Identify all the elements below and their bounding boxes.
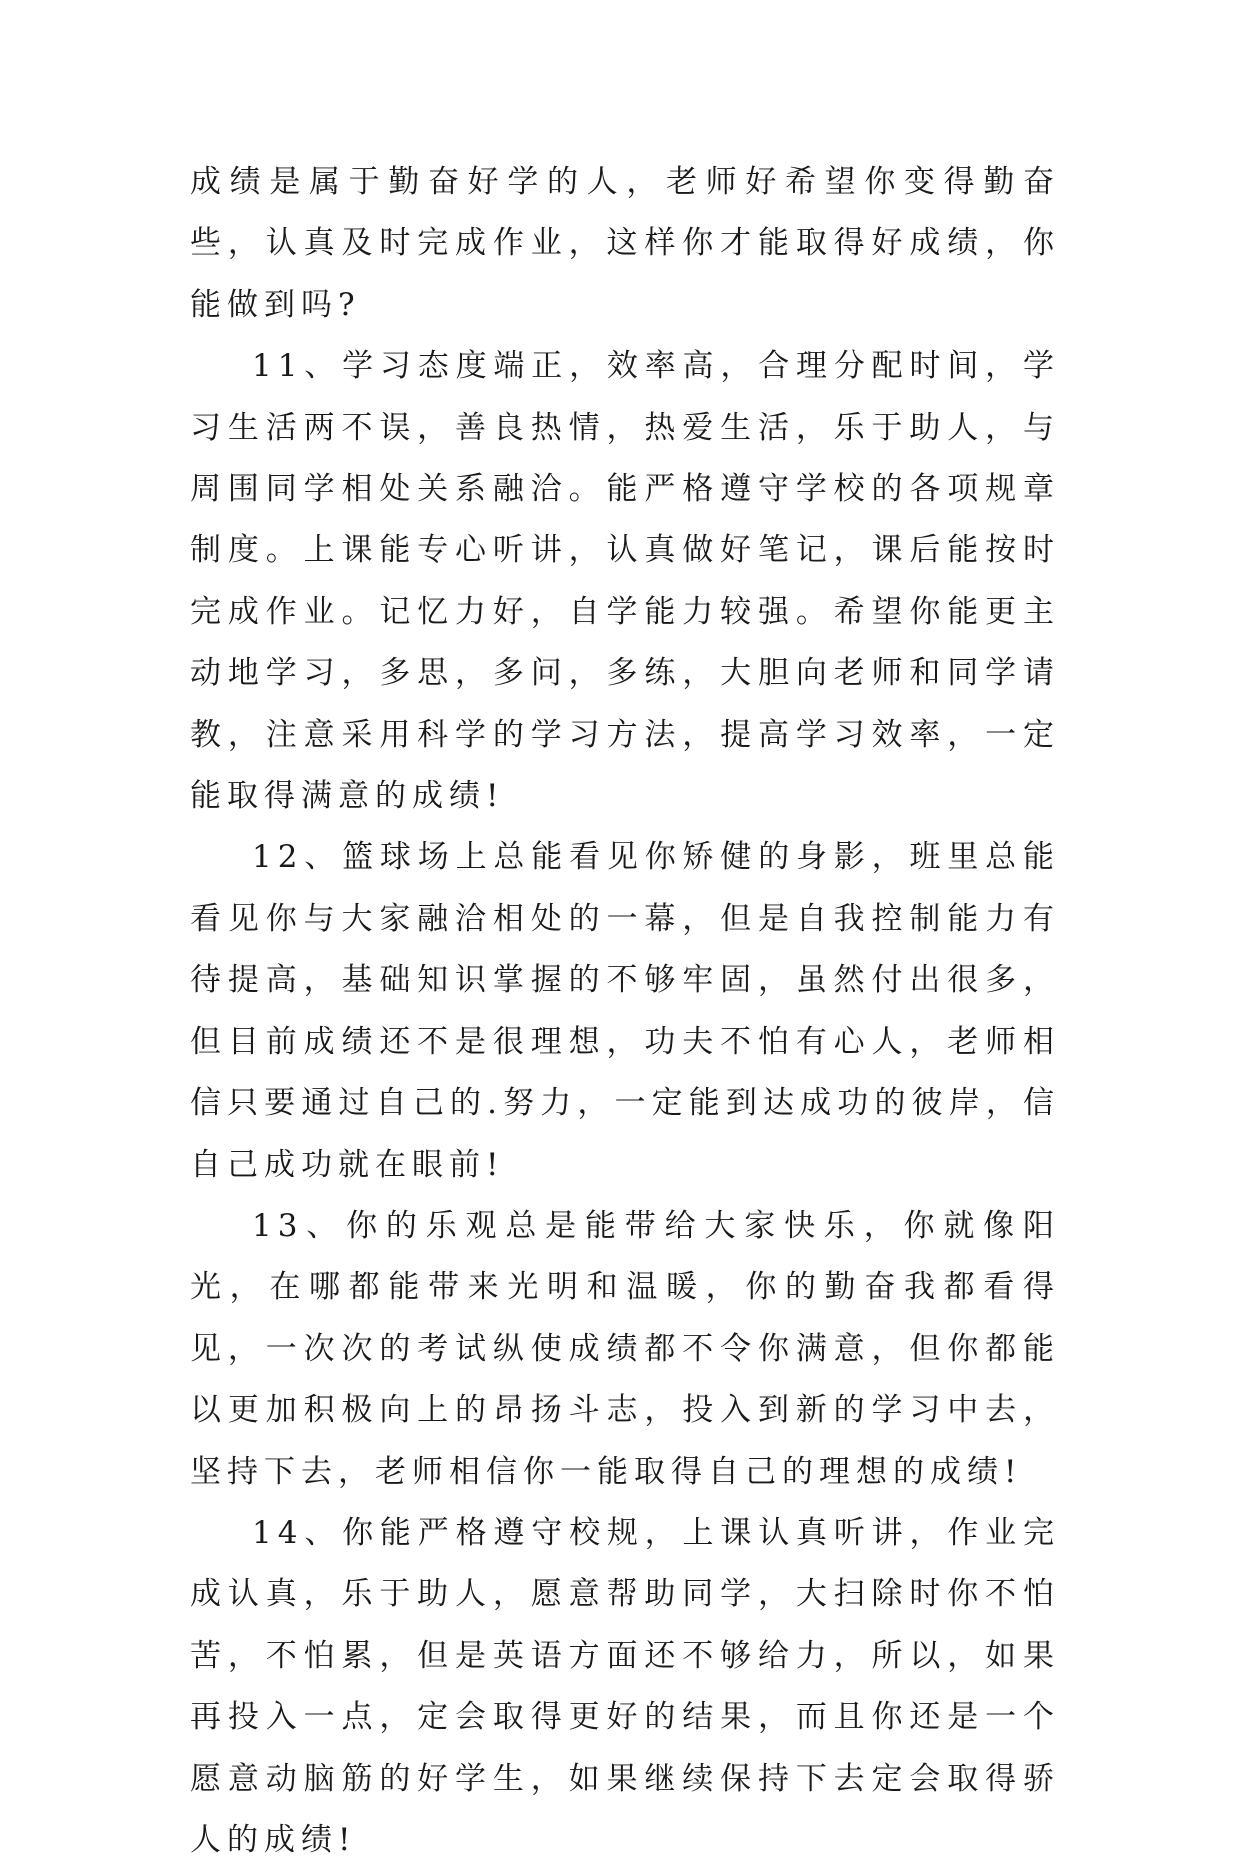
- paragraph-continued: 成绩是属于勤奋好学的人，老师好希望你变得勤奋些，认真及时完成作业，这样你才能取得好成绩，你能做到吗?: [190, 164, 1060, 323]
- paragraph-comment-13: 13、你的乐观总是能带给大家快乐，你就像阳光，在哪都能带来光明和温暖，你的勤奋我都看得见，一次次的考试纵使成绩都不令你满意，但你都能以更加积极向上的昂扬斗志，投入到新的学习中去，坚持下去，老师相信你一能取得自己的理想的成绩!: [190, 1207, 1060, 1490]
- document-body: [190, 152, 1060, 1871]
- paragraph-comment-11: 11、学习态度端正，效率高，合理分配时间，学习生活两不误，善良热情，热爱生活，乐于助人，与周围同学相处关系融洽。能严格遵守学校的各项规章制度。上课能专心听讲，认真做好笔记，课后能按时完成作业。记忆力好，自学能力较强。希望你能更主动地学习，多思，多问，多练，大胆向老师和同学请教，注意采用科学的学习方法，提高学习效率，一定能取得满意的成绩!: [190, 348, 1060, 815]
- paragraph-comment-14: 14、你能严格遵守校规，上课认真听讲，作业完成认真，乐于助人，愿意帮助同学，大扫除时你不怕苦，不怕累，但是英语方面还不够给力，所以，如果再投入一点，定会取得更好的结果，而且你还是一个愿意动脑筋的好学生，如果继续保持下去定会取得骄人的成绩!: [190, 1514, 1060, 1858]
- paragraph-comment-12: 12、篮球场上总能看见你矫健的身影，班里总能看见你与大家融洽相处的一幕，但是自我控制能力有待提高，基础知识掌握的不够牢固，虽然付出很多，但目前成绩还不是很理想，功夫不怕有心人，老师相信只要通过自己的.努力，一定能到达成功的彼岸，信自己成功就在眼前!: [190, 839, 1060, 1183]
